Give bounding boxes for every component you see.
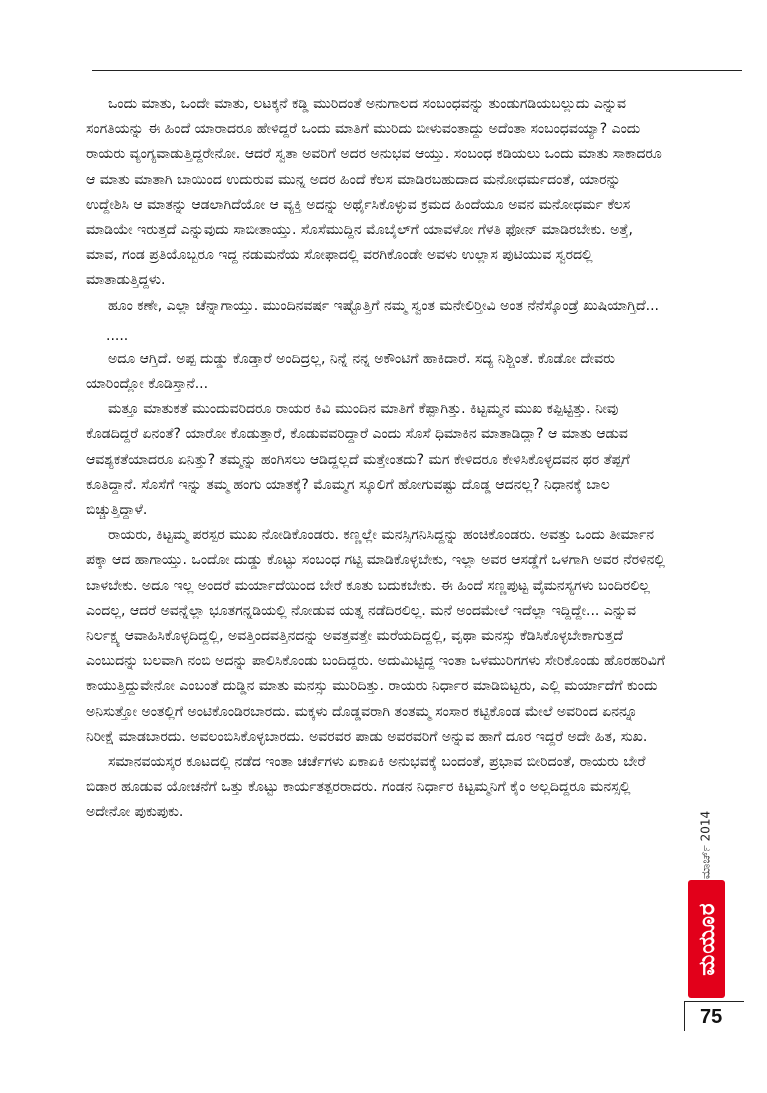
paragraph-5: ರಾಯರು, ಕಿಟ್ಟಮ್ಮ ಪರಸ್ಪರ ಮುಖ ನೋಡಿಕೊಂಡರು. ಕಣ್ಣಲ್ಲೇ ಮನಸ್ಸಿಗನಿಸಿದ್ದನ್ನು ಹಂಚಿಕೊಂಡರು. ಅವತ್ತು ಒಂದು ತೀರ್ಮಾನ ಪಕ್ಕಾ ಆದ ಹಾಗಾಯ್ತು. ಒಂದೋ ದುಡ್ಡು ಕೊಟ್ಟು ಸಂಬಂಧ ಗಟ್ಟಿ ಮಾಡಿಕೊಳ್ಳಬೇಕು, ಇಲ್ಲಾ ಅವರ ಆಸಡ್ಡೆಗೆ ಒಳಗಾಗಿ ಅವರ ನೆರಳಿನಲ್ಲಿ ಬಾಳಬೇಕು. ಅದೂ ಇಲ್ಲ ಅಂದರೆ ಮರ್ಯಾದೆಯಿಂದ ಬೇರೆ ಕೂತು ಬದುಕಬೇಕು. ಈ ಹಿಂದೆ ಸಣ್ಣಪುಟ್ಟ ವೈಮನಸ್ಯಗಳು ಬಂದಿರಲಿಲ್ಲ ಎಂದಲ್ಲ, ಆದರೆ ಅವನ್ನೆಲ್ಲಾ ಭೂತಗನ್ನಡಿಯಲ್ಲಿ ನೋಡುವ ಯತ್ನ ನಡೆದಿರಲಿಲ್ಲ. ಮನೆ ಅಂದಮೇಲೆ ಇದೆಲ್ಲಾ ಇದ್ದಿದ್ದೇ... ಎನ್ನುವ ನಿರ್ಲಕ್ಷ್ಯ ಆವಾಹಿಸಿಕೊಳ್ಳದಿದ್ದಲ್ಲಿ, ಅವತ್ತಿಂದವತ್ತಿನದನ್ನು ಅವತ್ತವತ್ತೇ ಮರೆಯದಿದ್ದಲ್ಲಿ, ವೃಥಾ ಮನಸ್ಸು ಕೆಡಿಸಿಕೊಳ್ಳಬೇಕಾಗುತ್ತದೆ ಎಂಬುದನ್ನು ಬಲವಾಗಿ ನಂಬಿ ಅದನ್ನು ಪಾಲಿಸಿಕೊಂಡು ಬಂದಿದ್ದರು. ಅದುಮಿಟ್ಟಿದ್ದ ಇಂತಾ ಒಳಮುರಿಗಗಳು ಸೇರಿಕೊಂಡು ಹೊರಹರಿವಿಗೆ ಕಾಯುತ್ತಿದ್ದುವೇನೋ ಎಂಬಂತೆ ದುಡ್ಡಿನ ಮಾತು ಮನಸ್ಸು ಮುರಿದಿತ್ತು. ರಾಯರು ನಿರ್ಧಾರ ಮಾಡಿಬಿಟ್ಟರು, ಎಲ್ಲಿ ಮರ್ಯಾದೆಗೆ ಕುಂದು ಅನಿಸುತ್ತೋ ಅಂತಲ್ಲಿಗೆ ಅಂಟಿಕೊಂಡಿರಬಾರದು. ಮಕ್ಕಳು ದೊಡ್ಡವರಾಗಿ ತಂತಮ್ಮ ಸಂಸಾರ ಕಟ್ಟಿಕೊಂಡ ಮೇಲೆ ಅವರಿಂದ ಏನನ್ನೂ ನಿರೀಕ್ಷೆ ಮಾಡಬಾರದು. ಅವಲಂಬಿಸಿಕೊಳ್ಳಬಾರದು. ಅವರವರ ಪಾಡು ಅವರವರಿಗೆ ಅನ್ನುವ ಹಾಗೆ ದೂರ ಇದ್ದರೆ ಅದೇ ಹಿತ, ಸುಖ. — [86, 527, 666, 745]
section-separator: ..... — [106, 327, 129, 344]
issue-date-text: ಮಾರ್ಚ್ 2014 — [698, 810, 713, 880]
magazine-logo — [688, 880, 725, 998]
paragraph-3: ಅದೂ ಆಗ್ತಿದೆ. ಅಪ್ಪ ದುಡ್ಡು ಕೊಡ್ತಾರೆ ಅಂದಿದ್ರಲ್ಲ, ನಿನ್ನೆ ನನ್ನ ಅಕೌಂಟಿಗೆ ಹಾಕಿದಾರೆ. ಸದ್ಯ ನಿಶ್ಚಿಂತೆ. ಕೊಡೋ ದೇವರು ಯಾರಿಂದ್ಲೋ ಕೊಡಿಸ್ತಾನೆ... — [86, 350, 615, 393]
paragraph-6: ಸಮಾನವಯಸ್ಕರ ಕೂಟದಲ್ಲಿ ನಡೆದ ಇಂತಾ ಚರ್ಚೆಗಳು ಏಕಾಏಕಿ ಅನುಭವಕ್ಕೆ ಬಂದಂತೆ, ಪ್ರಭಾವ ಬೀರಿದಂತೆ, ರಾಯರು ಬೇರೆ ಬಿಡಾರ ಹೂಡುವ ಯೋಚನೆಗೆ ಒತ್ತು ಕೊಟ್ಟು ಕಾರ್ಯತತ್ಪರರಾದರು. ಗಂಡನ ನಿರ್ಧಾರ ಕಿಟ್ಟಮ್ಮನಿಗೆ ಕೈಂ ಅಲ್ಲದಿದ್ದರೂ ಮನಸ್ಸಲ್ಲಿ ಅದೇನೋ ಪುಕುಪುಕು. — [86, 754, 646, 821]
page-number-rule — [684, 1001, 744, 1002]
paragraph-1: ಒಂದು ಮಾತು, ಒಂದೇ ಮಾತು, ಲಟಕ್ಕನೆ ಕಡ್ಡಿ ಮುರಿದಂತೆ ಅನುಗಾಲದ ಸಂಬಂಧವನ್ನು ತುಂಡುಗಡಿಯಬಲ್ಲುದು ಎನ್ನುವ ಸಂಗತಿಯನ್ನು ಈ ಹಿಂದೆ ಯಾರಾದರೂ ಹೇಳಿದ್ದರೆ ಒಂದು ಮಾತಿಗೆ ಮುರಿದು ಬೀಳುವಂತಾದ್ದು ಅದೆಂತಾ ಸಂಬಂಧವಯ್ಯಾ? ಎಂದು ರಾಯರು ವ್ಯಂಗ್ಯವಾಡುತ್ತಿದ್ದರೇನೋ. ಆದರೆ ಸ್ವತಾ ಅವರಿಗೆ ಅದರ ಅನುಭವ ಆಯ್ತು. ಸಂಬಂಧ ಕಡಿಯಲು ಒಂದು ಮಾತು ಸಾಕಾದರೂ ಆ ಮಾತು ಮಾತಾಗಿ ಬಾಯಿಂದ ಉದುರುವ ಮುನ್ನ ಅದರ ಹಿಂದೆ ಕೆಲಸ ಮಾಡಿರಬಹುದಾದ ಮನೋಧರ್ಮದಂತೆ, ಯಾರನ್ನು ಉದ್ದೇಶಿಸಿ ಆ ಮಾತನ್ನು ಆಡಲಾಗಿದೆಯೋ ಆ ವ್ಯಕ್ತಿ ಅದನ್ನು ಅರ್ಥೈಸಿಕೊಳ್ಳುವ ಕ್ರಮದ ಹಿಂದೆಯೂ ಅವನ ಮನೋಧರ್ಮ ಕೆಲಸ ಮಾಡಿಯೇ ಇರುತ್ತದೆ ಎನ್ನುವುದು ಸಾಬೀತಾಯ್ತು. ಸೊಸೆಮುದ್ದಿನ ಮೊಬೈಲ್‌ಗೆ ಯಾವಳೋ ಗೆಳತಿ ಫೋನ್ ಮಾಡಿರಬೇಕು. ಅತ್ತೆ, ಮಾವ, ಗಂಡ ಪ್ರತಿಯೊಬ್ಬರೂ ಇದ್ದ ನಡುಮನೆಯ ಸೋಫಾದಲ್ಲಿ ವರಗಿಕೊಂಡೇ ಅವಳು ಉಲ್ಲಾಸ ಪುಟಿಯುವ ಸ್ವರದಲ್ಲಿ ಮಾತಾಡುತ್ತಿದ್ದಳು. — [86, 96, 662, 289]
page-number-vertical-rule — [684, 1001, 685, 1031]
header-rule — [92, 70, 742, 71]
paragraph-4: ಮತ್ತೂ ಮಾತುಕತೆ ಮುಂದುವರಿದರೂ ರಾಯರ ಕಿವಿ ಮುಂದಿನ ಮಾತಿಗೆ ಕೆಪ್ಪಾಗಿತ್ತು. ಕಿಟ್ಟಮ್ಮನ ಮುಖ ಕಪ್ಪಿಟ್ಟಿತ್ತು. ನೀವು ಕೊಡದಿದ್ದರೆ ಏನಂತೆ? ಯಾರೋ ಕೊಡುತ್ತಾರೆ, ಕೊಡುವವರಿದ್ದಾರೆ ಎಂದು ಸೊಸೆ ಧಿಮಾಕಿನ ಮಾತಾಡಿದ್ಲಾ? ಆ ಮಾತು ಆಡುವ ಆವಶ್ಯಕತೆಯಾದರೂ ಏನಿತ್ತು? ತಮ್ಮನ್ನು ಹಂಗಿಸಲು ಆಡಿದ್ದಲ್ಲದೆ ಮತ್ತೇಂತದು? ಮಗ ಕೇಳಿದರೂ ಕೇಳಿಸಿಕೊಳ್ಳದವನ ಥರ ತೆಪ್ಪಗೆ ಕೂತಿದ್ದಾನೆ. ಸೊಸೆಗೆ ಇನ್ನು ತಮ್ಮ ಹಂಗು ಯಾತಕ್ಕೆ? ಮೊಮ್ಮಗ ಸ್ಕೂಲಿಗೆ ಹೋಗುವಷ್ಟು ದೊಡ್ಡ ಆದನಲ್ಲ? ನಿಧಾನಕ್ಕೆ ಬಾಲ ಬಿಚ್ಚುತ್ತಿದ್ದಾಳೆ. — [86, 401, 630, 519]
page-number: 75 — [700, 1006, 723, 1028]
paragraph-2: ಹೂಂ ಕಣೇ, ಎಲ್ಲಾ ಚೆನ್ನಾಗಾಯ್ತು. ಮುಂದಿನವರ್ಷ ಇಷ್ಟೊತ್ತಿಗೆ ನಮ್ಮ ಸ್ವಂತ ಮನೇಲಿರ್‍ತೀವಿ ಅಂತ ನೆನೆಸ್ಕೊಂಡ್ರೆ ಖುಷಿಯಾಗ್ತಿದೆ... — [108, 297, 659, 314]
magazine-logo-text: ಮಯೂರ — [693, 902, 720, 976]
issue-date — [695, 810, 717, 880]
article-body — [86, 92, 666, 826]
